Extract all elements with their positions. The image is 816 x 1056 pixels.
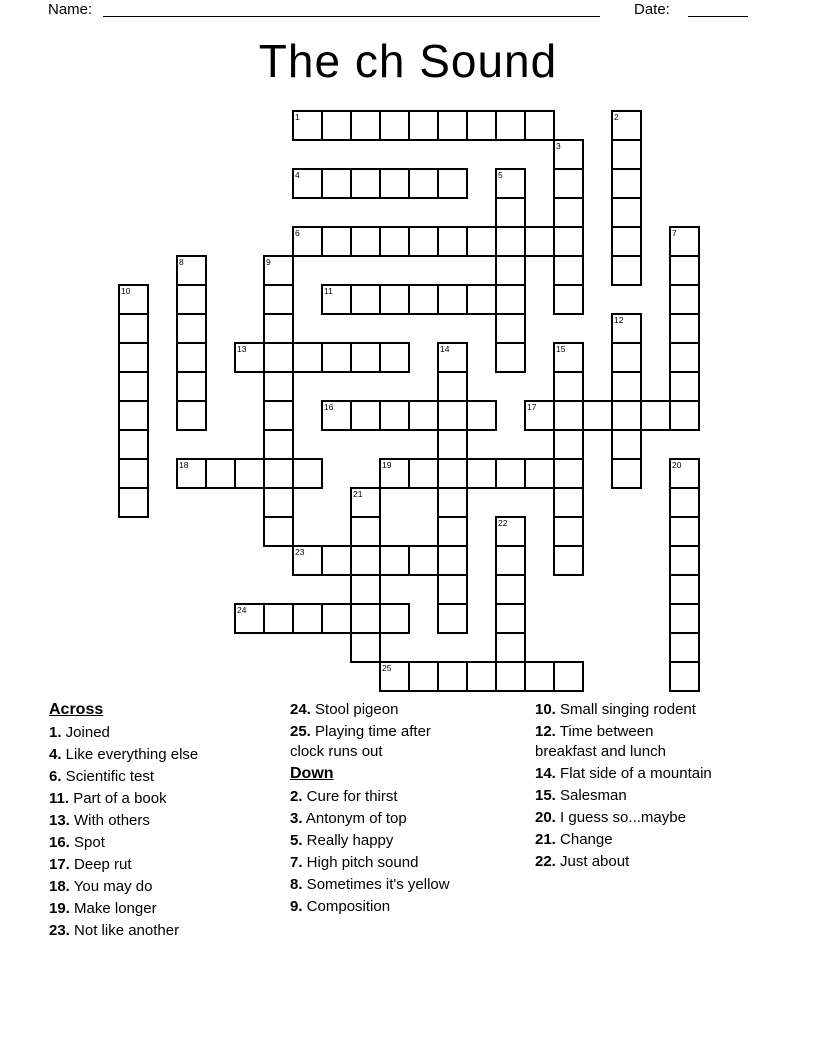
grid-cell[interactable] bbox=[495, 226, 526, 257]
clue-number: 7. bbox=[290, 854, 303, 871]
grid-cell[interactable] bbox=[118, 284, 149, 315]
clue-number: 2. bbox=[290, 788, 303, 805]
grid-cell[interactable] bbox=[118, 371, 149, 402]
down-clue-20: 20. I guess so...maybe bbox=[535, 809, 686, 826]
grid-cell[interactable] bbox=[495, 545, 526, 576]
grid-cell[interactable] bbox=[321, 400, 352, 431]
grid-cell[interactable] bbox=[437, 487, 468, 518]
grid-cell[interactable] bbox=[669, 516, 700, 547]
grid-cell[interactable] bbox=[350, 632, 381, 663]
cell-number: 14 bbox=[440, 344, 450, 354]
grid-cell[interactable] bbox=[553, 371, 584, 402]
cell-number: 7 bbox=[672, 228, 677, 238]
grid-cell[interactable] bbox=[118, 487, 149, 518]
grid-cell[interactable] bbox=[437, 371, 468, 402]
cell-number: 6 bbox=[295, 228, 300, 238]
clue-number: 13. bbox=[49, 812, 70, 829]
grid-cell[interactable] bbox=[350, 168, 381, 199]
clue-number: 17. bbox=[49, 856, 70, 873]
name-fill-in-line[interactable] bbox=[103, 16, 600, 17]
grid-cell[interactable] bbox=[321, 342, 352, 373]
grid-cell[interactable] bbox=[495, 110, 526, 141]
grid-cell[interactable] bbox=[553, 458, 584, 489]
down-clue-14: 14. Flat side of a mountain bbox=[535, 765, 712, 782]
grid-cell[interactable] bbox=[524, 458, 555, 489]
grid-cell[interactable] bbox=[408, 545, 439, 576]
grid-cell[interactable] bbox=[640, 400, 671, 431]
grid-cell[interactable] bbox=[176, 400, 207, 431]
grid-cell[interactable] bbox=[263, 342, 294, 373]
grid-cell[interactable] bbox=[611, 139, 642, 170]
clue-number: 23. bbox=[49, 922, 70, 939]
grid-cell[interactable] bbox=[495, 284, 526, 315]
grid-cell[interactable] bbox=[292, 226, 323, 257]
grid-cell[interactable] bbox=[176, 371, 207, 402]
clue-number: 10. bbox=[535, 701, 556, 718]
grid-cell[interactable] bbox=[321, 110, 352, 141]
grid-cell[interactable] bbox=[350, 342, 381, 373]
grid-cell[interactable] bbox=[495, 313, 526, 344]
grid-cell[interactable] bbox=[611, 226, 642, 257]
grid-cell[interactable] bbox=[176, 342, 207, 373]
grid-cell[interactable] bbox=[495, 168, 526, 199]
down-clue-10: 10. Small singing rodent bbox=[535, 701, 696, 718]
across-clue-18: 18. You may do bbox=[49, 878, 153, 895]
grid-cell[interactable] bbox=[292, 603, 323, 634]
cell-number: 21 bbox=[353, 489, 363, 499]
across-clue-11: 11. Part of a book bbox=[49, 790, 167, 807]
down-clue-5: 5. Really happy bbox=[290, 832, 394, 849]
cell-number: 20 bbox=[672, 460, 682, 470]
grid-cell[interactable] bbox=[669, 487, 700, 518]
grid-cell[interactable] bbox=[292, 342, 323, 373]
grid-cell[interactable] bbox=[553, 226, 584, 257]
grid-cell[interactable] bbox=[437, 661, 468, 692]
grid-cell[interactable] bbox=[553, 516, 584, 547]
grid-cell[interactable] bbox=[669, 255, 700, 286]
grid-cell[interactable] bbox=[437, 400, 468, 431]
grid-cell[interactable] bbox=[263, 429, 294, 460]
grid-cell[interactable] bbox=[524, 110, 555, 141]
grid-cell[interactable] bbox=[553, 487, 584, 518]
grid-cell[interactable] bbox=[669, 632, 700, 663]
clue-number: 25. bbox=[290, 723, 311, 740]
clue-column bbox=[290, 700, 458, 919]
grid-cell[interactable] bbox=[611, 458, 642, 489]
grid-cell[interactable] bbox=[350, 226, 381, 257]
cell-number: 11 bbox=[324, 286, 333, 296]
grid-cell[interactable] bbox=[524, 400, 555, 431]
grid-cell[interactable] bbox=[118, 342, 149, 373]
cell-number: 22 bbox=[498, 518, 508, 528]
cell-number: 15 bbox=[556, 344, 566, 354]
clue-number: 16. bbox=[49, 834, 70, 851]
across-clue-17: 17. Deep rut bbox=[49, 856, 132, 873]
down-clue-3: 3. Antonym of top bbox=[290, 810, 407, 827]
cell-number: 16 bbox=[324, 402, 334, 412]
grid-cell[interactable] bbox=[495, 516, 526, 547]
grid-cell[interactable] bbox=[495, 632, 526, 663]
grid-cell[interactable] bbox=[495, 574, 526, 605]
grid-cell[interactable] bbox=[118, 458, 149, 489]
grid-cell[interactable] bbox=[350, 574, 381, 605]
grid-cell[interactable] bbox=[292, 545, 323, 576]
grid-cell[interactable] bbox=[379, 226, 410, 257]
grid-cell[interactable] bbox=[321, 603, 352, 634]
cell-number: 4 bbox=[295, 170, 300, 180]
grid-cell[interactable] bbox=[611, 371, 642, 402]
grid-cell[interactable] bbox=[669, 661, 700, 692]
across-clue-19: 19. Make longer bbox=[49, 900, 157, 917]
cell-number: 8 bbox=[179, 257, 184, 267]
cell-number: 25 bbox=[382, 663, 392, 673]
grid-cell[interactable] bbox=[669, 603, 700, 634]
cell-number: 3 bbox=[556, 141, 561, 151]
grid-cell[interactable] bbox=[553, 400, 584, 431]
grid-cell[interactable] bbox=[669, 458, 700, 489]
grid-cell[interactable] bbox=[466, 284, 497, 315]
grid-cell[interactable] bbox=[408, 110, 439, 141]
grid-cell[interactable] bbox=[495, 342, 526, 373]
grid-cell[interactable] bbox=[408, 458, 439, 489]
grid-cell[interactable] bbox=[263, 516, 294, 547]
grid-cell[interactable] bbox=[379, 458, 410, 489]
grid-cell[interactable] bbox=[292, 110, 323, 141]
grid-cell[interactable] bbox=[321, 168, 352, 199]
grid-cell[interactable] bbox=[263, 284, 294, 315]
grid-cell[interactable] bbox=[292, 458, 323, 489]
grid-cell[interactable] bbox=[350, 487, 381, 518]
grid-cell[interactable] bbox=[553, 139, 584, 170]
grid-cell[interactable] bbox=[582, 400, 613, 431]
across-clue-23: 23. Not like another bbox=[49, 922, 180, 939]
grid-cell[interactable] bbox=[350, 603, 381, 634]
grid-cell[interactable] bbox=[669, 545, 700, 576]
cell-number: 12 bbox=[614, 315, 624, 325]
grid-cell[interactable] bbox=[379, 110, 410, 141]
grid-cell[interactable] bbox=[611, 255, 642, 286]
grid-cell[interactable] bbox=[263, 371, 294, 402]
date-label: Date: bbox=[634, 1, 670, 18]
date-fill-in-line[interactable] bbox=[688, 16, 748, 17]
grid-cell[interactable] bbox=[553, 284, 584, 315]
grid-cell[interactable] bbox=[437, 574, 468, 605]
cell-number: 9 bbox=[266, 257, 271, 267]
across-clue-1: 1. Joined bbox=[49, 724, 110, 741]
grid-cell[interactable] bbox=[466, 458, 497, 489]
grid-cell[interactable] bbox=[437, 516, 468, 547]
down-clue-22: 22. Just about bbox=[535, 853, 630, 870]
grid-cell[interactable] bbox=[553, 429, 584, 460]
down-clue-9: 9. Composition bbox=[290, 898, 391, 915]
across-clue-16: 16. Spot bbox=[49, 834, 105, 851]
grid-cell[interactable] bbox=[466, 110, 497, 141]
grid-cell[interactable] bbox=[437, 458, 468, 489]
clue-number: 12. bbox=[535, 723, 556, 740]
grid-cell[interactable] bbox=[466, 226, 497, 257]
grid-cell[interactable] bbox=[263, 458, 294, 489]
down-clue-21: 21. Change bbox=[535, 831, 613, 848]
cell-number: 17 bbox=[527, 402, 537, 412]
across-clue-6: 6. Scientific test bbox=[49, 768, 155, 785]
clue-number: 14. bbox=[535, 765, 556, 782]
cell-number: 23 bbox=[295, 547, 305, 557]
grid-cell[interactable] bbox=[611, 110, 642, 141]
grid-cell[interactable] bbox=[437, 284, 468, 315]
grid-cell[interactable] bbox=[408, 400, 439, 431]
grid-cell[interactable] bbox=[176, 313, 207, 344]
clue-number: 18. bbox=[49, 878, 70, 895]
grid-cell[interactable] bbox=[118, 313, 149, 344]
grid-cell[interactable] bbox=[611, 197, 642, 228]
clue-column bbox=[535, 700, 713, 874]
grid-cell[interactable] bbox=[437, 545, 468, 576]
grid-cell[interactable] bbox=[553, 661, 584, 692]
grid-cell[interactable] bbox=[292, 168, 323, 199]
clue-number: 19. bbox=[49, 900, 70, 917]
across-heading: Across bbox=[49, 701, 104, 718]
grid-cell[interactable] bbox=[437, 110, 468, 141]
clue-number: 21. bbox=[535, 831, 556, 848]
grid-cell[interactable] bbox=[669, 342, 700, 373]
grid-cell[interactable] bbox=[350, 400, 381, 431]
grid-cell[interactable] bbox=[553, 342, 584, 373]
grid-cell[interactable] bbox=[321, 284, 352, 315]
grid-cell[interactable] bbox=[408, 661, 439, 692]
grid-cell[interactable] bbox=[350, 284, 381, 315]
grid-cell[interactable] bbox=[263, 313, 294, 344]
grid-cell[interactable] bbox=[176, 458, 207, 489]
cell-number: 1 bbox=[295, 112, 300, 122]
grid-cell[interactable] bbox=[118, 400, 149, 431]
name-label: Name: bbox=[48, 1, 93, 18]
cell-number: 24 bbox=[237, 605, 247, 615]
grid-cell[interactable] bbox=[553, 255, 584, 286]
grid-cell[interactable] bbox=[437, 168, 468, 199]
grid-cell[interactable] bbox=[437, 226, 468, 257]
clue-number: 8. bbox=[290, 876, 303, 893]
grid-cell[interactable] bbox=[437, 342, 468, 373]
page-title: The ch Sound bbox=[258, 35, 558, 87]
grid-cell[interactable] bbox=[379, 342, 410, 373]
cell-number: 2 bbox=[614, 112, 619, 122]
across-clue-24: 24. Stool pigeon bbox=[290, 701, 399, 718]
grid-cell[interactable] bbox=[263, 487, 294, 518]
grid-cell[interactable] bbox=[408, 168, 439, 199]
grid-cell[interactable] bbox=[611, 168, 642, 199]
grid-cell[interactable] bbox=[321, 545, 352, 576]
grid-cell[interactable] bbox=[669, 371, 700, 402]
across-clue-4: 4. Like everything else bbox=[49, 746, 199, 763]
across-clue-25: 25. Playing time after clock runs out bbox=[290, 723, 431, 760]
grid-cell[interactable] bbox=[611, 400, 642, 431]
clue-number: 22. bbox=[535, 853, 556, 870]
grid-cell[interactable] bbox=[524, 661, 555, 692]
grid-cell[interactable] bbox=[205, 458, 236, 489]
grid-cell[interactable] bbox=[524, 226, 555, 257]
grid-cell[interactable] bbox=[379, 168, 410, 199]
down-heading: Down bbox=[290, 765, 334, 782]
grid-cell[interactable] bbox=[321, 226, 352, 257]
cell-number: 19 bbox=[382, 460, 392, 470]
cell-number: 13 bbox=[237, 344, 247, 354]
grid-cell[interactable] bbox=[350, 110, 381, 141]
grid-cell[interactable] bbox=[176, 284, 207, 315]
clue-number: 5. bbox=[290, 832, 303, 849]
grid-cell[interactable] bbox=[553, 197, 584, 228]
grid-cell[interactable] bbox=[437, 603, 468, 634]
grid-cell[interactable] bbox=[495, 255, 526, 286]
grid-cell[interactable] bbox=[263, 603, 294, 634]
grid-cell[interactable] bbox=[263, 255, 294, 286]
cell-number: 5 bbox=[498, 170, 503, 180]
grid-cell[interactable] bbox=[437, 429, 468, 460]
cell-number: 18 bbox=[179, 460, 189, 470]
grid-cell[interactable] bbox=[118, 429, 149, 460]
clue-number: 9. bbox=[290, 898, 303, 915]
grid-cell[interactable] bbox=[495, 458, 526, 489]
clue-number: 3. bbox=[290, 810, 303, 827]
clue-number: 20. bbox=[535, 809, 556, 826]
grid-cell[interactable] bbox=[379, 603, 410, 634]
clue-number: 1. bbox=[49, 724, 62, 741]
grid-cell[interactable] bbox=[379, 284, 410, 315]
across-clue-13: 13. With others bbox=[49, 812, 150, 829]
grid-cell[interactable] bbox=[495, 603, 526, 634]
clue-number: 4. bbox=[49, 746, 62, 763]
grid-cell[interactable] bbox=[350, 516, 381, 547]
grid-cell[interactable] bbox=[611, 342, 642, 373]
grid-cell[interactable] bbox=[263, 400, 294, 431]
grid-cell[interactable] bbox=[408, 284, 439, 315]
cell-number: 10 bbox=[121, 286, 131, 296]
clue-number: 6. bbox=[49, 768, 62, 785]
grid-cell[interactable] bbox=[553, 545, 584, 576]
clue-number: 24. bbox=[290, 701, 311, 718]
down-clue-2: 2. Cure for thirst bbox=[290, 788, 398, 805]
grid-cell[interactable] bbox=[669, 574, 700, 605]
clue-column bbox=[49, 700, 284, 943]
grid-cell[interactable] bbox=[669, 400, 700, 431]
down-clue-7: 7. High pitch sound bbox=[290, 854, 419, 871]
down-clue-15: 15. Salesman bbox=[535, 787, 627, 804]
grid-cell[interactable] bbox=[379, 545, 410, 576]
grid-cell[interactable] bbox=[669, 313, 700, 344]
grid-cell[interactable] bbox=[466, 400, 497, 431]
grid-cell[interactable] bbox=[553, 168, 584, 199]
grid-cell[interactable] bbox=[234, 458, 265, 489]
grid-cell[interactable] bbox=[611, 313, 642, 344]
grid-cell[interactable] bbox=[234, 342, 265, 373]
grid-cell[interactable] bbox=[379, 661, 410, 692]
grid-cell[interactable] bbox=[611, 429, 642, 460]
grid-cell[interactable] bbox=[379, 400, 410, 431]
grid-cell[interactable] bbox=[350, 545, 381, 576]
grid-cell[interactable] bbox=[466, 661, 497, 692]
clue-number: 15. bbox=[535, 787, 556, 804]
grid-cell[interactable] bbox=[408, 226, 439, 257]
down-clue-12: 12. Time between breakfast and lunch bbox=[535, 723, 666, 760]
grid-cell[interactable] bbox=[234, 603, 265, 634]
grid-cell[interactable] bbox=[176, 255, 207, 286]
down-clue-8: 8. Sometimes it's yellow bbox=[290, 876, 450, 893]
clue-number: 11. bbox=[49, 790, 70, 807]
grid-cell[interactable] bbox=[669, 284, 700, 315]
grid-cell[interactable] bbox=[495, 197, 526, 228]
grid-cell[interactable] bbox=[495, 661, 526, 692]
grid-cell[interactable] bbox=[669, 226, 700, 257]
name-date-row bbox=[0, 0, 816, 22]
